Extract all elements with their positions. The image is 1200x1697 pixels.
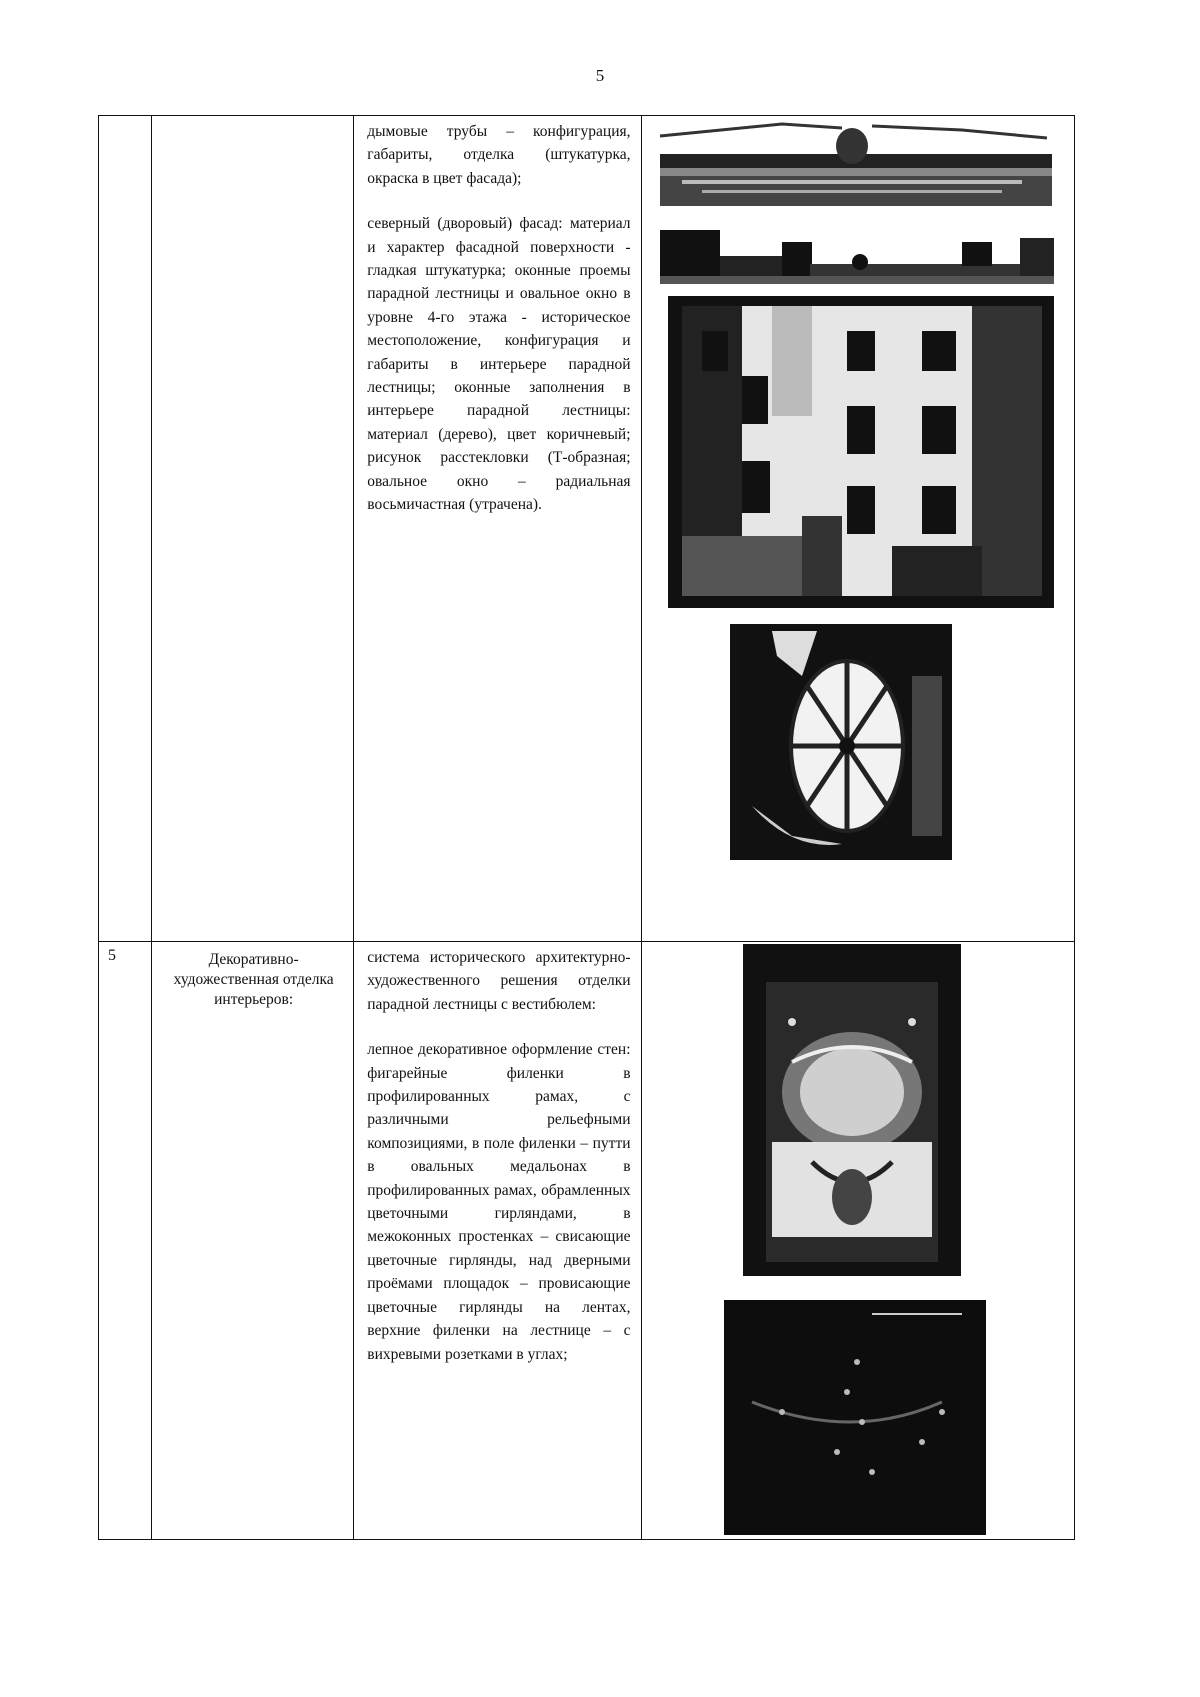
row-description-cell <box>354 116 641 942</box>
garland-panel-photo <box>724 1300 986 1535</box>
row-images-cell <box>641 116 1074 942</box>
row-name <box>152 116 353 124</box>
page-number: 5 <box>595 66 605 85</box>
row-photos <box>642 116 1075 941</box>
stucco-medallion-photo <box>743 944 961 1276</box>
table-row <box>99 116 1075 942</box>
cornice-photo <box>660 116 1052 210</box>
table-row <box>99 942 1075 1540</box>
courtyard-facade-photo <box>668 296 1054 608</box>
row-number: 5 <box>108 947 116 964</box>
row-number-cell <box>99 942 152 1540</box>
row-name-cell <box>152 116 354 942</box>
monument-subject-table <box>98 115 1075 1540</box>
row-name-cell <box>152 942 354 1540</box>
description-paragraph: дымовые трубы – конфигурация, габариты, отделка (штукатурка, окраска в цвет фасада); <box>367 123 631 187</box>
row-number-cell <box>99 116 152 942</box>
row-photos <box>642 942 1075 1539</box>
description-paragraph: система исторического архитектурно-художественного решения отделки парадной лестницы с вестибюлем: <box>367 949 631 1013</box>
row-images-cell <box>641 942 1074 1540</box>
description-paragraph: лепное декоративное оформление стен: фигарейные филенки в профилированных рамах, с различными рельефными композициями, в поле филенки – путти в овальных медальонах в профилированных рамах, обрамленных цветочными гирляндами, в межоконных простенках – свисающие цветочные гирлянды, над дверными проёмами площадок – провисающие цветочные гирлянды на лентах, верхние филенки на лестнице – с вихревыми розетками в углах; <box>367 1041 631 1363</box>
roofline-photo <box>660 230 1054 284</box>
row-number <box>99 116 151 121</box>
row-name: Декоративно-художественная отделка интерьеров: <box>173 951 334 1008</box>
oval-window-photo <box>730 624 952 860</box>
row-description-cell <box>354 942 641 1540</box>
description-paragraph: северный (дворовый) фасад: материал и характер фасадной поверхности - гладкая штукатурка; оконные проемы парадной лестницы и овальное окно в уровне 4-го этажа - историческое местоположение, конфигурация и габариты в интерьере парадной лестницы; оконные заполнения в интерьере парадной лестницы: материал (дерево), цвет коричневый; рисунок расстекловки (Т-образная; овальное окно – радиальная восьмичастная (утрачена). <box>367 215 631 514</box>
